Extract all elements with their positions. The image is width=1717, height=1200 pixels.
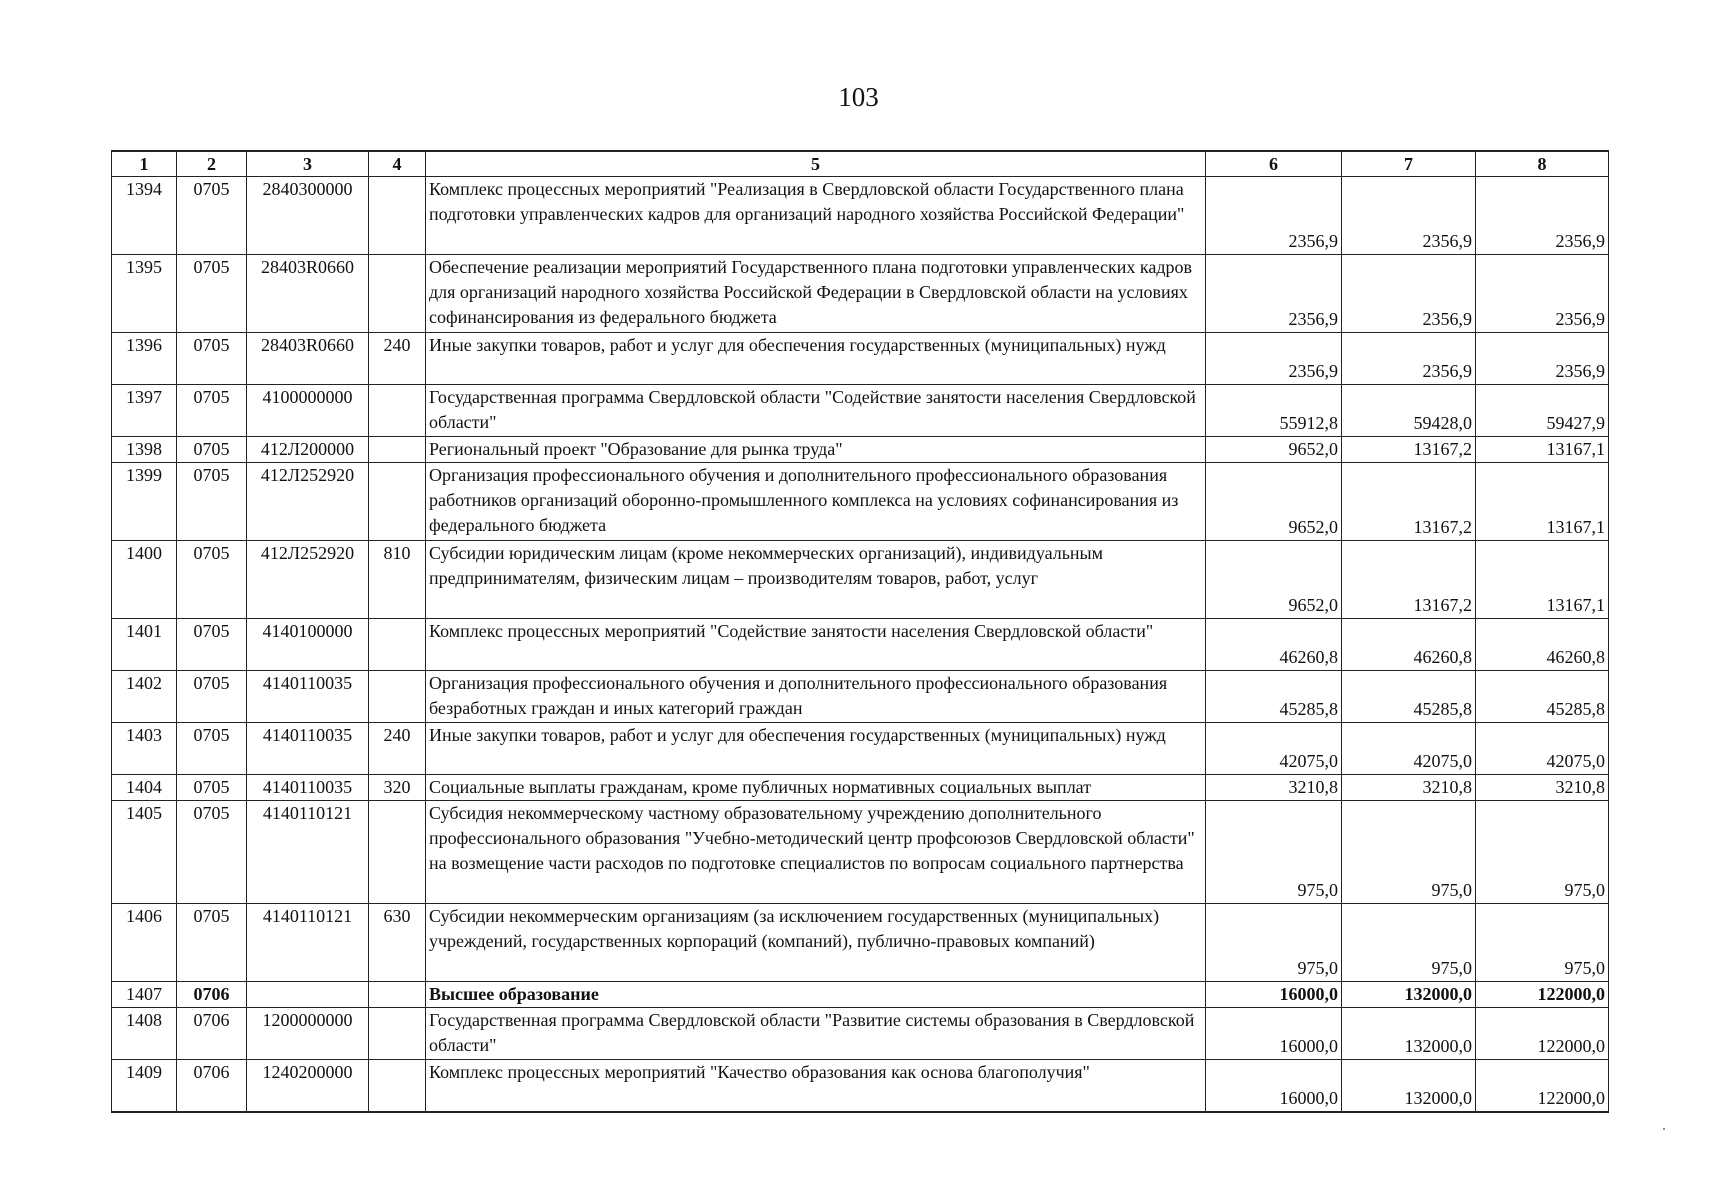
amount-col6: 2356,9 <box>1206 333 1342 385</box>
expense-type <box>369 801 426 904</box>
amount-col8: 45285,8 <box>1476 671 1609 723</box>
amount-col6: 9652,0 <box>1206 541 1342 619</box>
table-row <box>112 1008 1609 1060</box>
amount-col6: 16000,0 <box>1206 1008 1342 1060</box>
target-code: 4140100000 <box>247 619 369 671</box>
section-code: 0705 <box>177 437 247 463</box>
amount-col7: 3210,8 <box>1342 775 1476 801</box>
amount-col7: 2356,9 <box>1342 177 1476 255</box>
table-row <box>112 1060 1609 1112</box>
item-description: Субсидии некоммерческим организациям (за исключением государственных (муниципальных) учреждений, государственных корпораций (компаний), публично-правовых компаний) <box>426 904 1206 982</box>
section-code: 0705 <box>177 333 247 385</box>
amount-col6: 16000,0 <box>1206 1060 1342 1112</box>
item-description: Высшее образование <box>426 982 1206 1008</box>
amount-col6: 2356,9 <box>1206 255 1342 333</box>
section-code: 0706 <box>177 1008 247 1060</box>
amount-col8: 46260,8 <box>1476 619 1609 671</box>
amount-col8: 122000,0 <box>1476 982 1609 1008</box>
item-description: Субсидия некоммерческому частному образовательному учреждению дополнительного профессионального образования "Учебно-методический центр профсоюзов Свердловской области" на возмещение части расходов по подготовке специалистов по вопросам социального партнерства <box>426 801 1206 904</box>
expense-type <box>369 177 426 255</box>
target-code: 4140110035 <box>247 775 369 801</box>
target-code: 2840300000 <box>247 177 369 255</box>
amount-col7: 2356,9 <box>1342 255 1476 333</box>
section-code: 0705 <box>177 385 247 437</box>
table-row <box>112 982 1609 1008</box>
expense-type <box>369 982 426 1008</box>
amount-col8: 2356,9 <box>1476 177 1609 255</box>
table-row <box>112 177 1609 255</box>
amount-col7: 13167,2 <box>1342 437 1476 463</box>
column-header: 5 <box>426 151 1206 177</box>
expense-type <box>369 255 426 333</box>
column-header: 8 <box>1476 151 1609 177</box>
target-code: 4140110121 <box>247 801 369 904</box>
item-description: Комплекс процессных мероприятий "Качество образования как основа благополучия" <box>426 1060 1206 1112</box>
row-number: 1405 <box>112 801 177 904</box>
expense-type: 630 <box>369 904 426 982</box>
target-code: 28403R0660 <box>247 333 369 385</box>
section-code: 0706 <box>177 982 247 1008</box>
row-number: 1404 <box>112 775 177 801</box>
amount-col6: 9652,0 <box>1206 463 1342 541</box>
row-number: 1397 <box>112 385 177 437</box>
item-description: Комплекс процессных мероприятий "Содействие занятости населения Свердловской области" <box>426 619 1206 671</box>
amount-col6: 3210,8 <box>1206 775 1342 801</box>
item-description: Иные закупки товаров, работ и услуг для обеспечения государственных (муниципальных) нужд <box>426 333 1206 385</box>
target-code: 412Л252920 <box>247 463 369 541</box>
expense-type <box>369 463 426 541</box>
section-code: 0705 <box>177 255 247 333</box>
expense-type: 240 <box>369 723 426 775</box>
amount-col6: 975,0 <box>1206 801 1342 904</box>
target-code: 412Л200000 <box>247 437 369 463</box>
column-header: 3 <box>247 151 369 177</box>
amount-col8: 975,0 <box>1476 801 1609 904</box>
amount-col7: 45285,8 <box>1342 671 1476 723</box>
expense-type: 810 <box>369 541 426 619</box>
item-description: Обеспечение реализации мероприятий Государственного плана подготовки управленческих кадров для организаций народного хозяйства Российской Федерации в Свердловской области на условиях софинансирования из федерального бюджета <box>426 255 1206 333</box>
row-number: 1401 <box>112 619 177 671</box>
amount-col8: 122000,0 <box>1476 1060 1609 1112</box>
target-code: 1200000000 <box>247 1008 369 1060</box>
target-code: 1240200000 <box>247 1060 369 1112</box>
amount-col7: 13167,2 <box>1342 541 1476 619</box>
expense-type <box>369 671 426 723</box>
amount-col6: 42075,0 <box>1206 723 1342 775</box>
amount-col6: 2356,9 <box>1206 177 1342 255</box>
expense-type <box>369 385 426 437</box>
table-row <box>112 801 1609 904</box>
amount-col6: 45285,8 <box>1206 671 1342 723</box>
section-code: 0705 <box>177 801 247 904</box>
row-number: 1409 <box>112 1060 177 1112</box>
section-code: 0705 <box>177 723 247 775</box>
amount-col6: 9652,0 <box>1206 437 1342 463</box>
target-code: 4140110035 <box>247 671 369 723</box>
table-row <box>112 671 1609 723</box>
amount-col8: 3210,8 <box>1476 775 1609 801</box>
section-code: 0706 <box>177 1060 247 1112</box>
amount-col6: 16000,0 <box>1206 982 1342 1008</box>
amount-col8: 2356,9 <box>1476 255 1609 333</box>
column-header: 4 <box>369 151 426 177</box>
amount-col7: 975,0 <box>1342 801 1476 904</box>
row-number: 1396 <box>112 333 177 385</box>
target-code <box>247 982 369 1008</box>
amount-col7: 13167,2 <box>1342 463 1476 541</box>
scan-speck <box>1663 1128 1665 1130</box>
expense-type <box>369 1060 426 1112</box>
amount-col6: 46260,8 <box>1206 619 1342 671</box>
table-row <box>112 255 1609 333</box>
target-code: 4140110121 <box>247 904 369 982</box>
target-code: 4140110035 <box>247 723 369 775</box>
amount-col7: 975,0 <box>1342 904 1476 982</box>
item-description: Комплекс процессных мероприятий "Реализация в Свердловской области Государственного плана подготовки управленческих кадров для организаций народного хозяйства Российской Федерации" <box>426 177 1206 255</box>
expense-type <box>369 619 426 671</box>
table-row <box>112 333 1609 385</box>
row-number: 1399 <box>112 463 177 541</box>
row-number: 1402 <box>112 671 177 723</box>
target-code: 412Л252920 <box>247 541 369 619</box>
section-code: 0705 <box>177 541 247 619</box>
item-description: Социальные выплаты гражданам, кроме публичных нормативных социальных выплат <box>426 775 1206 801</box>
amount-col8: 42075,0 <box>1476 723 1609 775</box>
table-row <box>112 463 1609 541</box>
item-description: Субсидии юридическим лицам (кроме некоммерческих организаций), индивидуальным предпринимателям, физическим лицам – производителям товаров, работ, услуг <box>426 541 1206 619</box>
column-header: 6 <box>1206 151 1342 177</box>
amount-col8: 122000,0 <box>1476 1008 1609 1060</box>
table-row <box>112 385 1609 437</box>
table-row <box>112 437 1609 463</box>
amount-col7: 132000,0 <box>1342 982 1476 1008</box>
budget-table <box>111 150 1609 1113</box>
header-row <box>112 151 1609 177</box>
item-description: Иные закупки товаров, работ и услуг для обеспечения государственных (муниципальных) нужд <box>426 723 1206 775</box>
page-number: 103 <box>838 82 879 112</box>
table-row <box>112 619 1609 671</box>
section-code: 0705 <box>177 904 247 982</box>
amount-col7: 46260,8 <box>1342 619 1476 671</box>
section-code: 0705 <box>177 775 247 801</box>
table-row <box>112 775 1609 801</box>
item-description: Организация профессионального обучения и дополнительного профессионального образования работников организаций оборонно-промышленного комплекса на условиях софинансирования из федерального бюджета <box>426 463 1206 541</box>
item-description: Государственная программа Свердловской области "Содействие занятости населения Свердловской области" <box>426 385 1206 437</box>
row-number: 1398 <box>112 437 177 463</box>
amount-col8: 59427,9 <box>1476 385 1609 437</box>
expense-type: 320 <box>369 775 426 801</box>
section-code: 0705 <box>177 177 247 255</box>
item-description: Государственная программа Свердловской области "Развитие системы образования в Свердловской области" <box>426 1008 1206 1060</box>
amount-col8: 13167,1 <box>1476 437 1609 463</box>
row-number: 1408 <box>112 1008 177 1060</box>
table-row <box>112 904 1609 982</box>
expense-type: 240 <box>369 333 426 385</box>
expense-type <box>369 437 426 463</box>
row-number: 1395 <box>112 255 177 333</box>
amount-col7: 59428,0 <box>1342 385 1476 437</box>
column-header: 1 <box>112 151 177 177</box>
amount-col7: 2356,9 <box>1342 333 1476 385</box>
amount-col7: 42075,0 <box>1342 723 1476 775</box>
section-code: 0705 <box>177 619 247 671</box>
section-code: 0705 <box>177 463 247 541</box>
amount-col8: 13167,1 <box>1476 463 1609 541</box>
section-code: 0705 <box>177 671 247 723</box>
target-code: 4100000000 <box>247 385 369 437</box>
row-number: 1400 <box>112 541 177 619</box>
amount-col8: 975,0 <box>1476 904 1609 982</box>
amount-col6: 975,0 <box>1206 904 1342 982</box>
table-row <box>112 723 1609 775</box>
amount-col7: 132000,0 <box>1342 1060 1476 1112</box>
column-header: 7 <box>1342 151 1476 177</box>
expense-type <box>369 1008 426 1060</box>
item-description: Региональный проект "Образование для рынка труда" <box>426 437 1206 463</box>
amount-col8: 13167,1 <box>1476 541 1609 619</box>
row-number: 1407 <box>112 982 177 1008</box>
column-header: 2 <box>177 151 247 177</box>
row-number: 1394 <box>112 177 177 255</box>
amount-col6: 55912,8 <box>1206 385 1342 437</box>
table-row <box>112 541 1609 619</box>
amount-col7: 132000,0 <box>1342 1008 1476 1060</box>
target-code: 28403R0660 <box>247 255 369 333</box>
row-number: 1406 <box>112 904 177 982</box>
amount-col8: 2356,9 <box>1476 333 1609 385</box>
item-description: Организация профессионального обучения и дополнительного профессионального образования безработных граждан и иных категорий граждан <box>426 671 1206 723</box>
row-number: 1403 <box>112 723 177 775</box>
